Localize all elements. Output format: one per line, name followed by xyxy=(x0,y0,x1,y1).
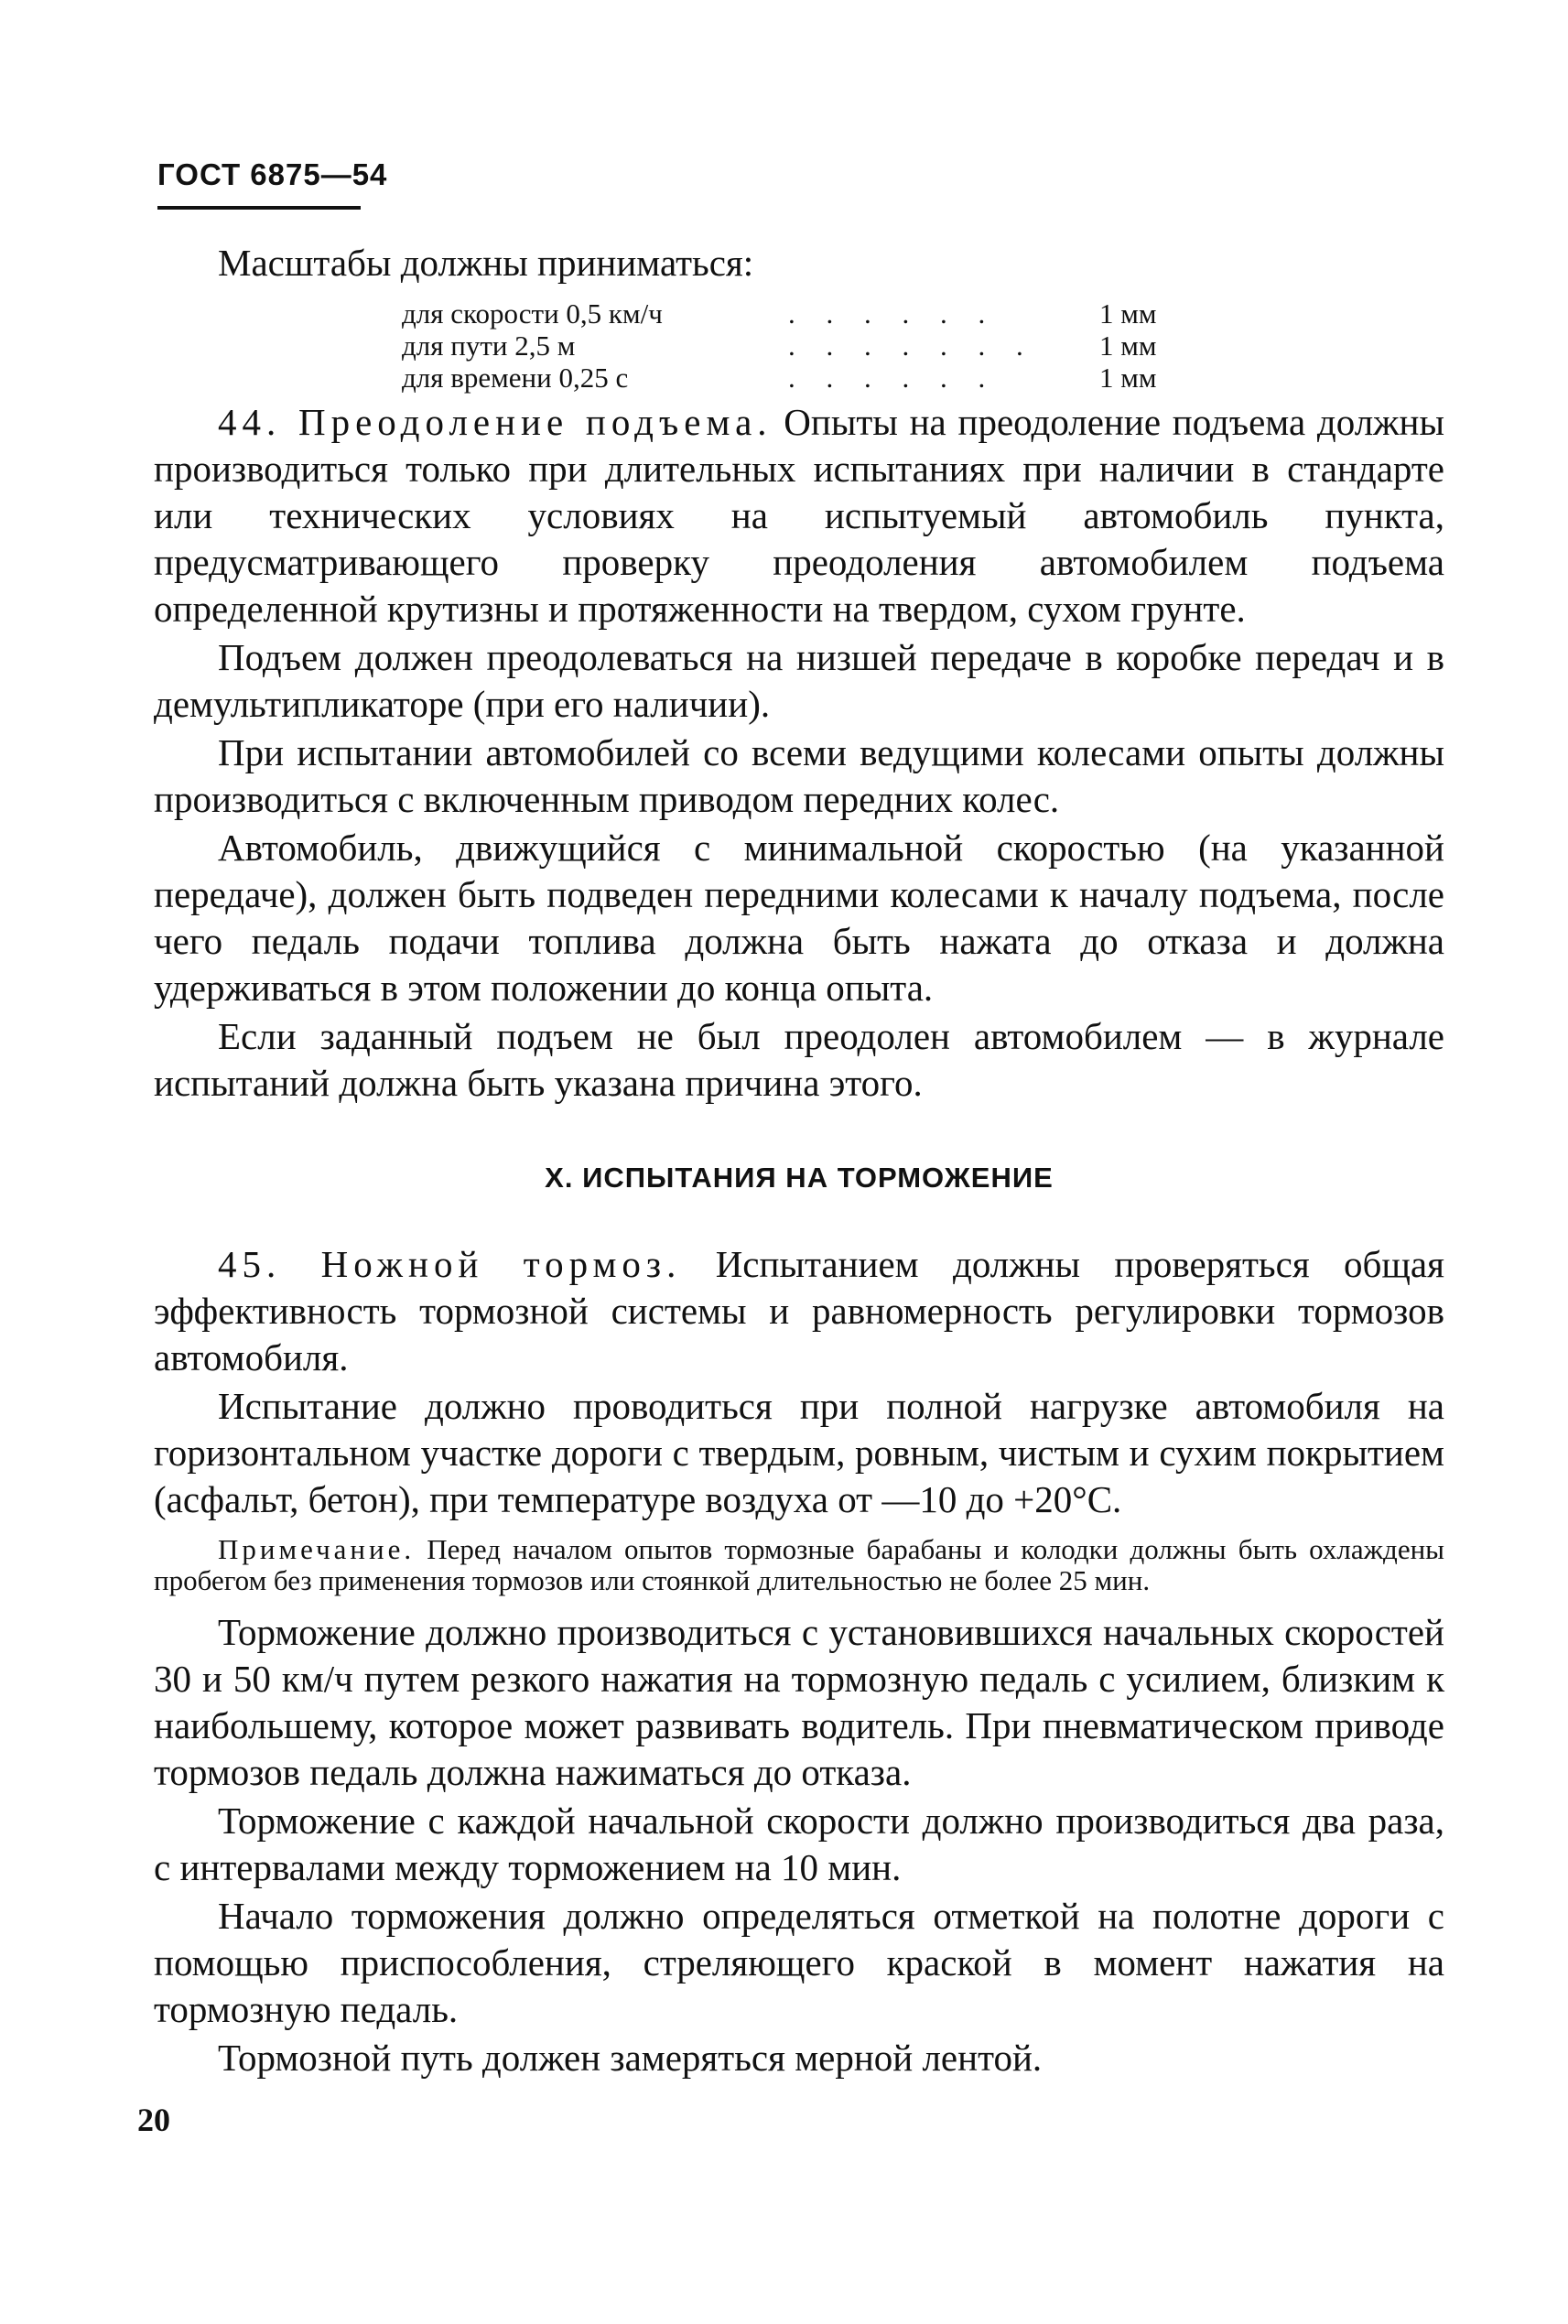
paragraph-44-5: Если заданный подъем не был преодолен автомобилем — в журнале испытаний должна быть указана причина этого. xyxy=(154,1015,1444,1104)
scales-table xyxy=(402,297,1444,394)
paragraph-45 xyxy=(154,1241,1444,1381)
header-rule xyxy=(157,206,361,210)
paragraph-45-text: Испытанием должны проверяться общая эффективность тормозной системы и равномерность регулировки тормозов автомобиля. xyxy=(154,1243,1444,1378)
paragraph-44-4: Автомобиль, движущийся с минимальной скоростью (на указанной передаче), должен быть подведен передними колесами к началу подъема, после чего педаль подачи топлива должна быть нажата до отказа и должна удерживаться в этом положении до конца опыта. xyxy=(154,827,1444,1009)
paragraph-45-5: Начало торможения должно определяться отметкой на полотне дороги с помощью приспособления, стреляющего краской в момент нажатия на тормозную педаль. xyxy=(154,1895,1444,2030)
paragraph-44 xyxy=(154,399,1444,632)
scale-dots: . . . . . . xyxy=(788,297,998,330)
scale-row-time xyxy=(402,362,1444,394)
scale-dots: . . . . . . . xyxy=(788,330,1035,362)
scale-value: 1 мм xyxy=(1099,330,1157,362)
paragraph-45-lead: 45. Ножной тормоз. xyxy=(218,1243,682,1285)
note xyxy=(154,1534,1444,1596)
page-number: 20 xyxy=(137,2102,170,2138)
paragraph-45-2: Испытание должно проводиться при полной нагрузке автомобиля на горизонтальном участке дороги с твердым, ровным, чистым и сухим покрытием (асфальт, бетон), при температуре воздуха от —10 до +20°С. xyxy=(154,1385,1444,1520)
scale-dots: . . . . . . xyxy=(788,362,998,394)
paragraph-44-text: Опыты на преодоление подъема должны производиться только при длительных испытаниях при наличии в стандарте или технических условиях на испытуемый автомобиль пункта, предусматривающего проверку преодоления автомобилем подъема определенной крутизны и протяженности на твердом, сухом грунте. xyxy=(154,401,1444,630)
standard-header: ГОСТ 6875—54 xyxy=(157,157,388,191)
body-text xyxy=(154,240,1444,2081)
paragraph-45-4: Торможение с каждой начальной скорости должно производиться два раза, с интервалами между торможением на 10 мин. xyxy=(154,1800,1444,1888)
scale-label: для скорости 0,5 км/ч xyxy=(402,297,663,330)
section-title: X. ИСПЫТАНИЯ НА ТОРМОЖЕНИЕ xyxy=(545,1162,1054,1194)
scale-value: 1 мм xyxy=(1099,362,1157,394)
scale-value: 1 мм xyxy=(1099,297,1157,330)
scales-lead: Масштабы должны приниматься: xyxy=(218,242,754,284)
paragraph-44-lead: 44. Преодоление подъема. xyxy=(218,401,773,443)
paragraph-45-6: Тормозной путь должен замеряться мерной лентой. xyxy=(218,2037,1043,2079)
paragraph-44-3: При испытании автомобилей со всеми ведущими колесами опыты должны производиться с включенным приводом передних колес. xyxy=(154,731,1444,820)
note-text: Перед началом опытов тормозные барабаны и колодки должны быть охлаждены пробегом без применения тормозов или стоянкой длительностью не более 25 мин. xyxy=(154,1533,1444,1596)
scale-label: для времени 0,25 с xyxy=(402,362,629,394)
paragraph-44-2: Подъем должен преодолеваться на низшей передаче в коробке передач и в демультипликаторе (при его наличии). xyxy=(154,636,1444,725)
paragraph-45-3: Торможение должно производиться с установившихся начальных скоростей 30 и 50 км/ч путем резкого нажатия на тормозную педаль с усилием, близким к наибольшему, которое может развивать водитель. При пневматическом приводе тормозов педаль должна нажиматься до отказа. xyxy=(154,1611,1444,1793)
scale-row-distance xyxy=(402,330,1444,362)
scale-label: для пути 2,5 м xyxy=(402,330,576,362)
scale-row-speed xyxy=(402,297,1444,330)
note-lead: Примечание. xyxy=(218,1533,416,1565)
